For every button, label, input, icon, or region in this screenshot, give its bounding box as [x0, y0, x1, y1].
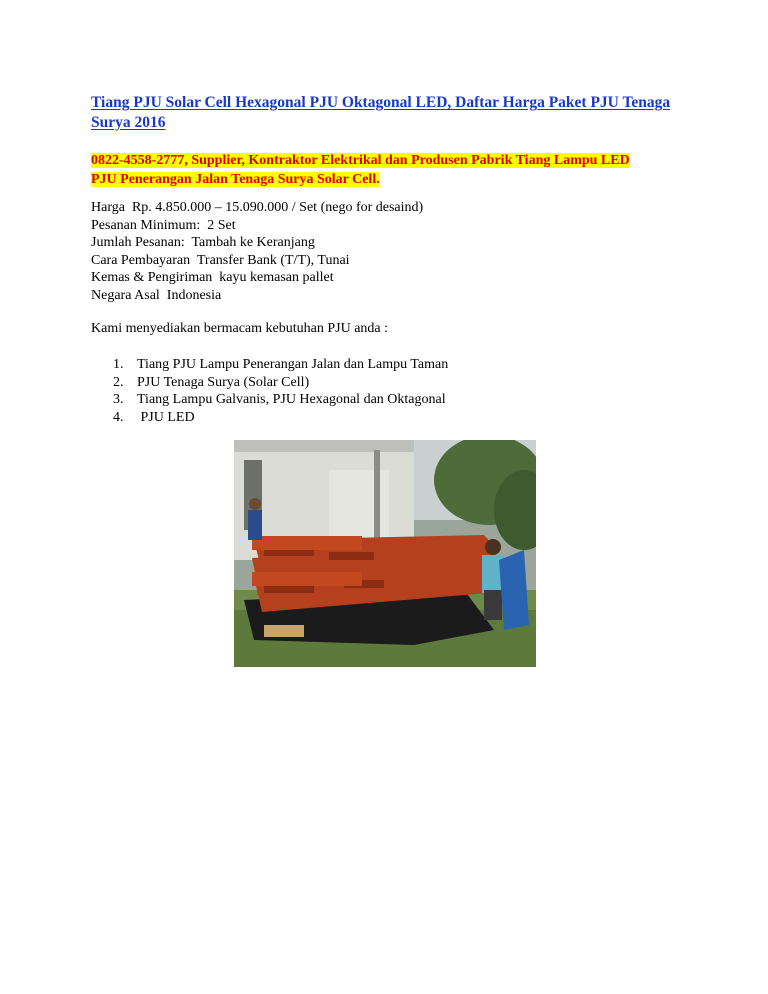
product-list	[113, 356, 673, 426]
list-text: Tiang PJU Lampu Penerangan Jalan dan Lampu Taman	[137, 357, 449, 372]
product-specs	[91, 199, 691, 305]
spec-origin: Negara Asal Indonesia	[91, 287, 222, 303]
list-text: PJU LED	[137, 409, 195, 425]
page-title-link[interactable]: Tiang PJU Solar Cell Hexagonal PJU Oktagonal LED, Daftar Harga Paket PJU Tenaga Surya 2016	[91, 94, 671, 131]
spec-payment: Cara Pembayaran Transfer Bank (T/T), Tunai	[91, 252, 350, 268]
list-number: 3.	[113, 392, 124, 408]
photo-illustration	[234, 440, 536, 667]
subtitle-line-2: PJU Penerangan Jalan Tenaga Surya Solar Cell.	[91, 172, 380, 187]
contact-subtitle	[91, 151, 691, 189]
list-item	[113, 409, 673, 427]
spec-quantity: Jumlah Pesanan: Tambah ke Keranjang	[91, 235, 315, 251]
spec-shipping: Kemas & Pengiriman kayu kemasan pallet	[91, 270, 334, 286]
intro-text: Kami menyediakan bermacam kebutuhan PJU anda :	[91, 321, 389, 336]
list-item	[113, 391, 673, 409]
product-photo	[234, 440, 536, 667]
list-number: 1.	[113, 357, 124, 372]
list-text: PJU Tenaga Surya (Solar Cell)	[137, 374, 310, 390]
list-number: 2.	[113, 374, 124, 390]
list-item	[113, 374, 673, 392]
subtitle-line-1: 0822-4558-2777, Supplier, Kontraktor Elektrikal dan Produsen Pabrik Tiang Lampu LED	[91, 153, 630, 168]
list-number: 4.	[113, 409, 124, 425]
list-item	[113, 356, 673, 374]
list-text: Tiang Lampu Galvanis, PJU Hexagonal dan Oktagonal	[137, 392, 446, 408]
spec-price: Harga Rp. 4.850.000 – 15.090.000 / Set (nego for desaind)	[91, 200, 424, 215]
spec-min-order: Pesanan Minimum: 2 Set	[91, 217, 236, 233]
